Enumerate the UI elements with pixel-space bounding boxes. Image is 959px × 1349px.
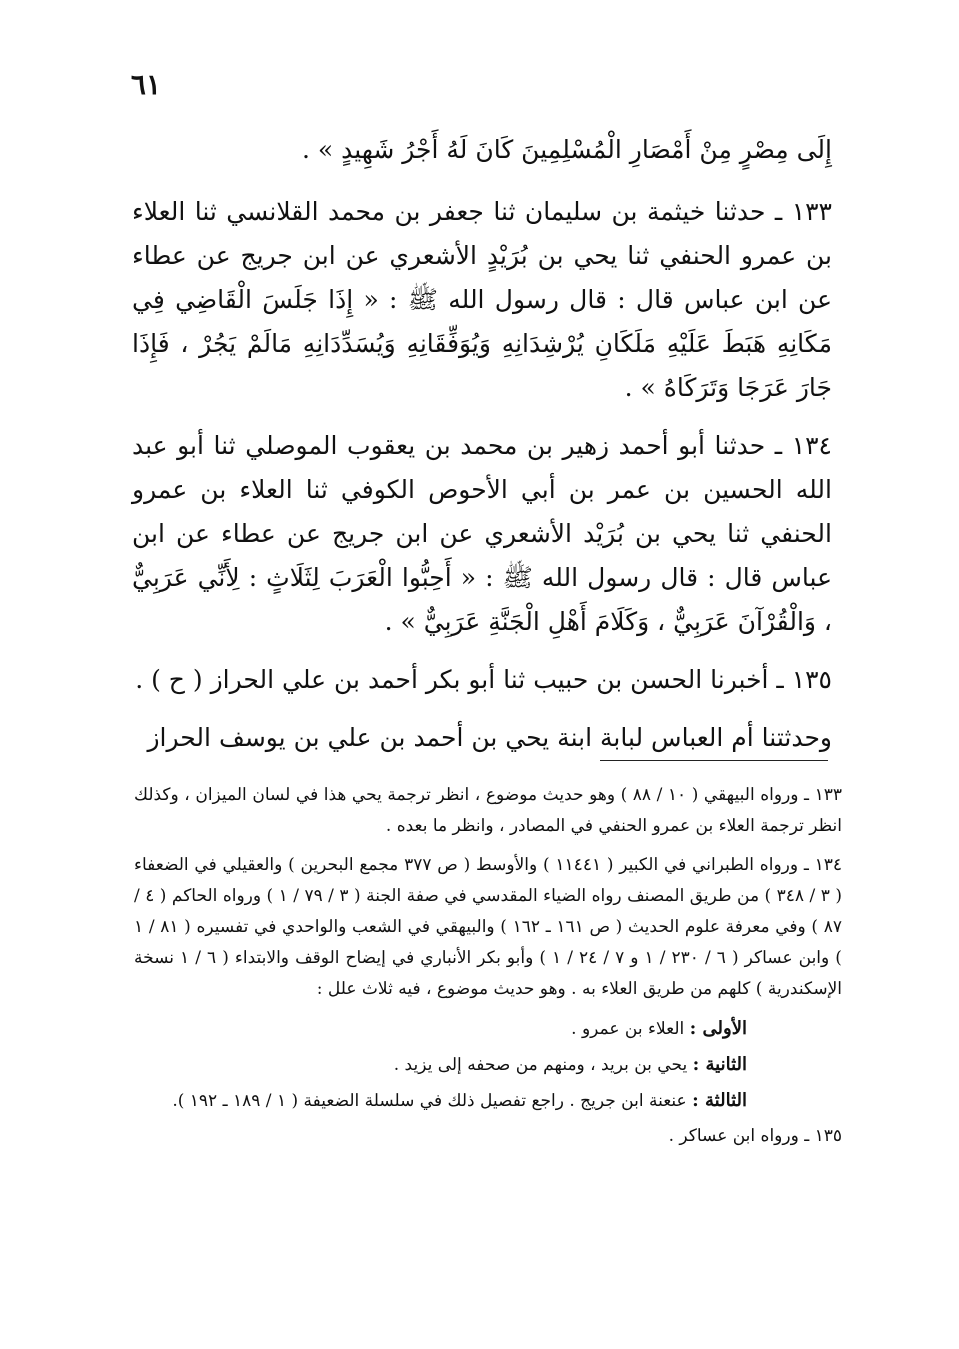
paragraph-hadith-135: ١٣٥ ـ أخبرنا الحسن بن حبيب ثنا أبو بكر أحمد بن علي الحراز ( ح ) . xyxy=(135,665,832,694)
third-defect-text: عنعنة ابن جريج . راجع تفصيل ذلك في سلسلة الضعيفة ( ١ / ١٨٩ ـ ١٩٢ ). xyxy=(172,1091,687,1111)
paragraph-hadith-133: ١٣٣ ـ حدثنا خيثمة بن سليمان ثنا جعفر بن محمد القلانسي ثنا العلاء بن عمرو الحنفي ثنا يحي بن بُرَيْدٍ الأشعري عن ابن جريج عن عطاء عن ابن عباس قال : قال رسول الله ﷺ : « إِذَا جَلَسَ الْقَاضِي فِي مَكَانِهِ هَبَطَ عَلَيْهِ مَلَكَانِ يُرْشِدَانِهِ وَيُوَفِّقَانِهِ وَيُسَدِّدَانِهِ مَالَمْ يَجُرْ ، فَإِذَا جَارَ عَرَجَا وَتَرَكَاهُ » . xyxy=(132,197,832,402)
footnote-134-first-defect xyxy=(134,1013,747,1045)
first-defect-label: الأولى : xyxy=(689,1018,747,1039)
footnote-134-third-defect xyxy=(134,1085,747,1117)
paragraph-hadith-134: ١٣٤ ـ حدثنا أبو أحمد زهير بن محمد بن يعقوب الموصلي ثنا أبو عبد الله الحسين بن عمر بن أبي الأحوص الكوفي ثنا العلاء بن عمرو الحنفي ثنا يحي بن بُرَيْد الأشعري عن ابن جريج عن عطاء عن ابن عباس قال : قال رسول الله ﷺ : « أَحِبُّوا الْعَرَبَ لِثَلَاثٍ : لِأَنِّي عَرَبِيٌّ ، وَالْقُرْآنَ عَرَبِيٌّ ، وَكَلَامَ أَهْلِ الْجَنَّةِ عَرَبِيٌّ » . xyxy=(132,431,832,636)
footnote-134: ١٣٤ ـ ورواه الطبراني في الكبير ( ١١٤٤١ ) والأوسط ( ص ٣٧٧ مجمع البحرين ) والعقيلي في الضعفاء ( ٣ / ٣٤٨ ) من طريق المصنف رواه الضياء المقدسي في صفة الجنة ( ٣ / ٧٩ / ١ ) ورواه الحاكم ( ٤ / ٨٧ ) وفي معرفة علوم الحديث ( ص ١٦١ ـ ١٦٢ ) والبيهقي في الشعب والواحدي في تفسيره ( ٨١ / ١ ) وابن عساكر ( ٦ / ٢٣٠ / ١ و ٧ / ٢٤ / ١ ) وأبو بكر الأنباري في إيضاح الوقف والابتداء ( ٦ / ١ نسخة الإسكندرية ) كلهم من طريق العلاء به . وهو حديث موضوع ، فيه ثلاث علل : xyxy=(134,855,843,999)
second-defect-label: الثانية : xyxy=(692,1054,747,1075)
paragraph-continuation: إِلَى مِصْرٍ مِنْ أَمْصَارِ الْمُسْلِمِينَ كَانَ لَهُ أَجْرُ شَهِيدٍ » . xyxy=(302,135,832,164)
paragraph-hadith-135-continued: وحدثتنا أم العباس لبابة ابنة يحي بن أحمد بن علي بن يوسف الحراز xyxy=(147,723,832,752)
footnote-134-second-defect xyxy=(134,1049,747,1081)
footnote-divider xyxy=(600,760,828,761)
main-text-body xyxy=(132,128,832,774)
page-number: ٦١ xyxy=(130,68,161,101)
footnote-135: ١٣٥ ـ ورواه ابن عساكر . xyxy=(668,1126,842,1146)
first-defect-text: العلاء بن عمرو . xyxy=(571,1019,685,1039)
footnote-133: ١٣٣ ـ ورواه البيهقي ( ١٠ / ٨٨ ) وهو حديث موضوع ، انظر ترجمة يحي هذا في لسان الميزان ، وكذلك انظر ترجمة العلاء بن عمرو الحنفي في المصادر ، وانظر ما بعده . xyxy=(134,785,842,836)
third-defect-label: الثالثة : xyxy=(692,1090,747,1111)
second-defect-text: يحي بن بريد ، ومنهم من صحفه إلى يزيد . xyxy=(393,1055,688,1075)
footnotes-section xyxy=(134,780,842,1160)
